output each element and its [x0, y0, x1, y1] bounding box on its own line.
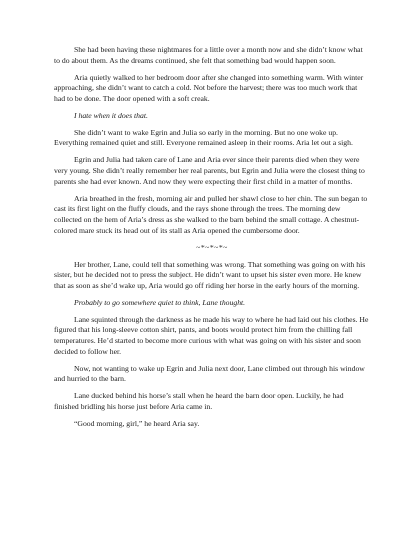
paragraph: Lane squinted through the darkness as he made his way to where he had laid out his clothes. He figured that his long-sleeve cotton shirt, pants, and boots would protect him from the chilling fall temperatures. He’d started to become more curious with what was going on with his sister and soon decided to follow her.: [54, 314, 369, 356]
italic-paragraph: Probably to go somewhere quiet to think, Lane thought.: [74, 297, 246, 307]
paragraph: Lane ducked behind his horse’s stall when he heard the barn door open. Luckily, he had finished bridling his horse just before Aria came in.: [54, 391, 344, 412]
italic-paragraph: I hate when it does that.: [74, 110, 148, 120]
paragraph: She had been having these nightmares for a little over a month now and she didn’t know what to do about them. As the dreams continued, she felt that something bad would happen soon.: [54, 45, 363, 65]
body-text: [54, 45, 370, 436]
paragraph: Now, not wanting to wake up Egrin and Julia next door, Lane climbed out through his window and hurried to the barn.: [54, 363, 365, 384]
paragraph: Aria quietly walked to her bedroom door after she changed into something warm. With winter approaching, she didn’t want to catch a cold. Not before the harvest; there was too much work that had to be done. The door opened with a soft creak.: [54, 72, 364, 103]
paragraph: She didn’t want to wake Egrin and Julia so early in the morning. But no one woke up. Everything remained quiet and still. Everyone remained asleep in their rooms. Aria let out a sigh.: [54, 127, 353, 148]
paragraph: Her brother, Lane, could tell that something was wrong. That something was going on with his sister, but he decided not to press the subject. He didn’t want to upset his sister even more. He knew that as soon as she’d wake up, Aria would go off riding her horse in the early hours of the morning.: [54, 259, 366, 290]
scene-break: ~*~*~*~: [196, 242, 228, 252]
paragraph: “Good morning, girl,” he heard Aria say.: [74, 418, 200, 428]
paragraph: Egrin and Julia had taken care of Lane and Aria ever since their parents died when they were very young. She didn’t really remember her real parents, but Egrin and Julia were the closest thing to parents she had ever known. And now they were expecting their first child in a matter of months.: [54, 155, 365, 186]
paragraph: Aria breathed in the fresh, morning air and pulled her shawl close to her chin. The sun began to cast its first light on the fluffy clouds, and the rays shone through the trees. The morning dew collected on the hem of Aria’s dress as she walked to the barn behind the small cottage. A chestnut-colored mare stuck its head out of its stall as Aria opened the cumbersome door.: [54, 193, 368, 235]
